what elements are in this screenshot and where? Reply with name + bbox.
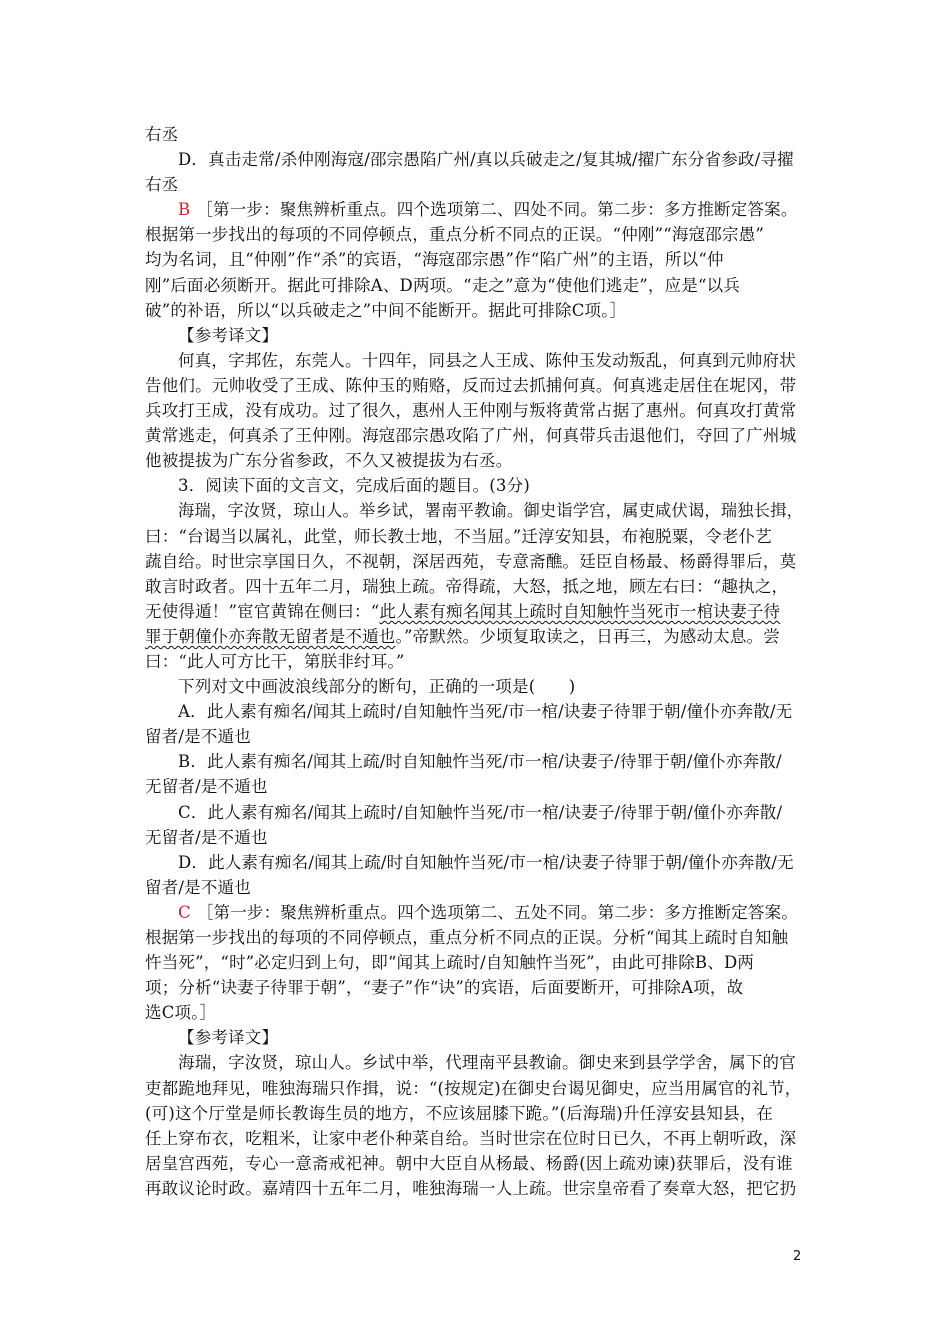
wavy-underlined-text: 此人素有痴名闻其上疏时自知触忤当死市一棺诀妻子待 [379, 601, 781, 621]
line-text: 无使得遁！”宦官黄锦在侧曰：“ [145, 601, 380, 621]
text-line [145, 298, 810, 323]
line-text: 根据第一步找出的每项的不同停顿点，重点分析不同点的正误。“仲刚”“海寇邵宗愚” [145, 225, 765, 245]
text-line [145, 875, 810, 900]
line-text: C．此人素有痴名/闻其上疏时/自知触忤当死/市一棺/诀妻子/待罪于朝/僮仆亦奔散/ [178, 802, 783, 822]
text-line [145, 749, 810, 774]
text-line [145, 247, 810, 272]
line-text: 何真，字邦佐，东莞人。十四年，同县之人王成、陈仲玉发动叛乱，何真到元帅府状 [178, 350, 796, 370]
text-line [145, 172, 810, 197]
text-line [145, 524, 810, 549]
text-line [145, 1025, 810, 1050]
text-line [145, 373, 810, 398]
line-text: 【参考译文】 [178, 1028, 279, 1048]
answer-letter: C [178, 902, 191, 922]
line-text: 项；分析“诀妻子待罪于朝”，“妻子”作“诀”的宾语，后面要断开，可排除A项，故 [145, 978, 744, 998]
text-line [145, 800, 810, 825]
text-line [145, 122, 810, 147]
line-text: 【参考译文】 [178, 325, 279, 345]
text-line [145, 674, 810, 699]
text-line [145, 950, 810, 975]
text-line [145, 850, 810, 875]
text-line [145, 1000, 810, 1025]
text-line [145, 222, 810, 247]
text-line [145, 1076, 810, 1101]
line-text: 留者/是不遁也 [145, 877, 251, 897]
line-text: 破”的补语，所以“以兵破走之”中间不能断开。据此可排除C项。］ [145, 300, 627, 320]
answer-letter: B [178, 200, 191, 220]
line-text: 海瑞，字汝贤，琼山人。举乡试，署南平教谕。御史诣学宫，属吏咸伏谒，瑞独长揖， [178, 501, 804, 521]
line-text: 留者/是不遁也 [145, 727, 251, 747]
text-line [145, 423, 810, 448]
text-line [145, 1126, 810, 1151]
page-number: 2 [793, 1249, 802, 1264]
document-body [145, 122, 810, 1201]
line-text: 曰：“台谒当以属礼，此堂，师长教士地，不当屈。”迁淳安知县，布袍脱粟，令老仆艺 [145, 526, 772, 546]
text-line [145, 1151, 810, 1176]
text-line [145, 649, 810, 674]
text-line [145, 900, 810, 925]
text-line [145, 624, 810, 649]
line-text: 蔬自给。时世宗享国日久，不视朝，深居西苑，专意斋醮。廷臣自杨最、杨爵得罪后，莫 [145, 551, 797, 571]
line-text: 他被提拔为广东分省参政，不久又被提拔为右丞。 [145, 451, 513, 471]
text-line [145, 323, 810, 348]
line-text: A．此人素有痴名/闻其上疏时/自知触忤当死/市一棺/诀妻子待罪于朝/僮仆亦奔散/无 [178, 702, 793, 722]
line-text: 右丞 [145, 175, 179, 195]
line-text: 刚”后面必须断开。据此可排除A、D两项。“走之”意为“使他们逃走”，应是“以兵 [145, 275, 741, 295]
text-line [145, 448, 810, 473]
line-text: (可)这个厅堂是师长教诲生员的地方，不应该屈膝下跪。”(后海瑞)升任淳安县知县，在 [145, 1103, 774, 1123]
line-text: 根据第一步找出的每项的不同停顿点，重点分析不同点的正误。分析“闻其上疏时自知触 [145, 928, 789, 947]
text-line [145, 498, 810, 523]
text-line [145, 774, 810, 799]
text-line [145, 473, 810, 498]
line-text: ［第一步：聚焦辨析重点。四个选项第二、五处不同。第二步：多方推断定答案。 [196, 902, 799, 922]
line-text: 居皇宫西苑，专心一意斋戒祀神。朝中大臣自从杨最、杨爵(因上疏劝谏)获罪后，没有谁 [145, 1153, 793, 1173]
line-text: 无留者/是不遁也 [145, 777, 268, 797]
line-text: 海瑞，字汝贤，琼山人。乡试中举，代理南平县教谕。御史来到县学学舍，属下的官 [178, 1053, 796, 1073]
line-text: 再敢议论时政。嘉靖四十五年二月，唯独海瑞一人上疏。世宗皇帝看了奏章大怒，把它扔 [145, 1178, 797, 1198]
line-text: D．真击走常/杀仲刚海寇/邵宗愚陷广州/真以兵破走之/复其城/擢广东分省参政/寻擢 [178, 150, 794, 170]
text-line [145, 1101, 810, 1126]
text-line [145, 398, 810, 423]
line-text: 敢言时政者。四十五年二月，瑞独上疏。帝得疏，大怒，抵之地，顾左右曰：“趣执之， [145, 576, 789, 596]
text-line [145, 1176, 810, 1201]
text-line [145, 724, 810, 749]
text-line [145, 574, 810, 599]
text-line [145, 348, 810, 373]
text-line [145, 273, 810, 298]
text-line [145, 599, 810, 624]
line-text: 下列对文中画波浪线部分的断句，正确的一项是( ) [178, 677, 576, 697]
line-text: 选C项。］ [145, 1003, 217, 1023]
line-text: 任上穿布衣，吃粗米，让家中老仆种菜自给。当时世宗在位时日已久，不再上朝听政，深 [145, 1128, 797, 1148]
line-text: 告他们。元帅收受了王成、陈仲玉的贿赂，反而过去抓捕何真。何真逃走居住在坭冈，带 [145, 375, 797, 395]
line-text: 黄常逃走，何真杀了王仲刚。海寇邵宗愚攻陷了广州，何真带兵击退他们，夺回了广州城 [145, 426, 797, 446]
text-line [145, 147, 810, 172]
line-text: 曰：“此人可方比干，第朕非纣耳。” [145, 651, 405, 671]
line-text: 右丞 [145, 125, 179, 144]
text-line [145, 925, 810, 950]
text-line [145, 549, 810, 574]
line-text: B．此人素有痴名/闻其上疏/时自知触忤当死/市一棺/诀妻子/待罪于朝/僮仆亦奔散/ [178, 752, 782, 772]
text-line [145, 975, 810, 1000]
line-text: 忤当死”，“时”必定归到上句，即“闻其上疏时/自知触忤当死”，由此可排除B、D两 [145, 953, 755, 973]
line-text: D．此人素有痴名/闻其上疏/时自知触忤当死/市一棺/诀妻子待罪于朝/僮仆亦奔散/无 [178, 852, 794, 872]
text-line [145, 825, 810, 850]
text-line [145, 699, 810, 724]
text-line [145, 1050, 810, 1075]
line-text: 3．阅读下面的文言文，完成后面的题目。(3分) [178, 476, 530, 496]
line-text: 吏都跪地拜见，唯独海瑞只作揖，说：“(按规定)在御史台谒见御史，应当用属官的礼节， [145, 1078, 802, 1098]
text-line [145, 197, 810, 222]
line-text: 兵攻打王成，没有成功。过了很久，惠州人王仲刚与叛将黄常占据了惠州。何真攻打黄常 [145, 401, 797, 421]
line-text: 均为名词，且“仲刚”作“杀”的宾语，“海寇邵宗愚”作“陷广州”的主语，所以“仲 [145, 250, 724, 270]
line-text: 无留者/是不遁也 [145, 827, 268, 847]
wavy-underlined-text: 罪于朝僮仆亦奔散无留者是不遁也 [145, 626, 396, 646]
line-text: ［第一步：聚焦辨析重点。四个选项第二、四处不同。第二步：多方推断定答案。 [196, 200, 798, 220]
line-text-after: 。”帝默然。少顷复取读之，日再三，为感动太息。尝 [395, 626, 780, 646]
